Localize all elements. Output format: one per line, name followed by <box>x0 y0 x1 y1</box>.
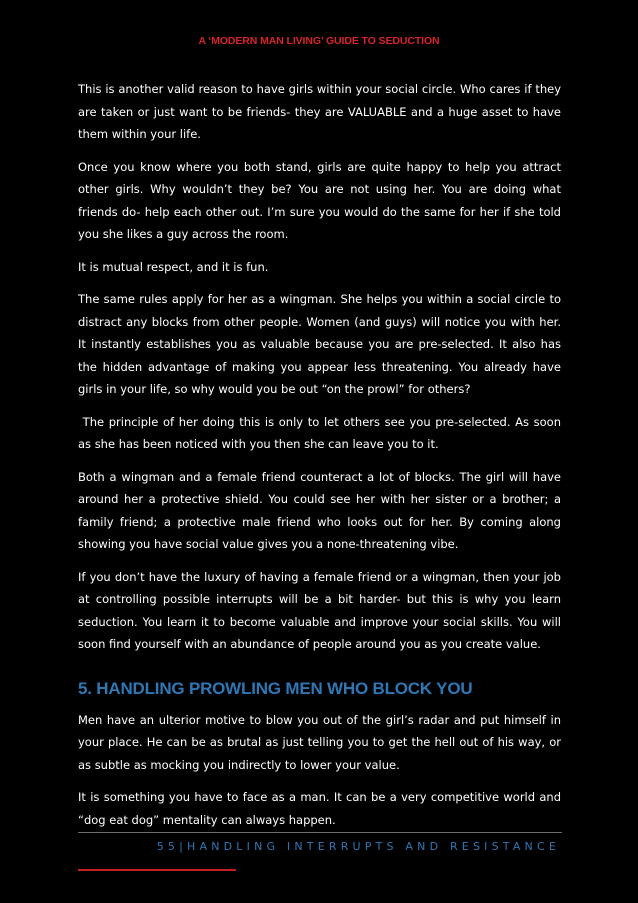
paragraph: The principle of her doing this is only to let others see you pre-selected. As soon as she has been noticed with you then she can leave you to it. <box>78 414 565 451</box>
page-footer <box>157 840 560 853</box>
body-text <box>78 78 565 841</box>
paragraph: Once you know where you both stand, girls are quite happy to help you attract other girls. Why wouldn’t they be? You are not using her. You are doing what friends do- help each other out. I’m sure you would do the same for her if she told you she likes a guy across the room. <box>78 159 561 241</box>
running-header: A ‘MODERN MAN LIVING’ GUIDE TO SEDUCTION <box>198 35 440 47</box>
paragraph: It is mutual respect, and it is fun. <box>78 259 269 274</box>
paragraph: If you don’t have the luxury of having a female friend or a wingman, then your job at controlling possible interrupts will be a bit harder- but this is why you learn seduction. You learn it to become valuable and improve your social skills. You will soon find yourself with an abundance of people around you as you create value. <box>78 569 561 651</box>
section-heading: 5. HANDLING PROWLING MEN WHO BLOCK YOU <box>78 678 473 698</box>
page-number: 55 <box>156 840 180 853</box>
paragraph: Men have an ulterior motive to blow you out of the girl’s radar and put himself in your place. He can be as brutal as just telling you to get the hell out of his way, or as subtle as mocking you indirectly to lower your value. <box>78 712 561 772</box>
chapter-title: HANDLING INTERRUPTS AND RESISTANCE <box>187 840 560 853</box>
footer-divider <box>78 832 562 833</box>
paragraph: This is another valid reason to have girls within your social circle. Who cares if they are taken or just want to be friends- they are VALUABLE and a huge asset to have them within your life. <box>78 82 561 141</box>
footer-separator: | <box>179 840 187 853</box>
paragraph: The same rules apply for her as a wingman. She helps you within a social circle to distract any blocks from other people. Women (and guys) will notice you with her. It instantly establishes you as valuable because you are pre-selected. It also has the hidden advantage of making you appear less threatening. You already have girls in your life, so why would you be out “on the prowl” for others? <box>78 292 561 396</box>
paragraph: It is something you have to face as a man. It can be a very competitive world and “dog eat dog” mentality can always happen. <box>78 790 561 827</box>
paragraph: Both a wingman and a female friend counteract a lot of blocks. The girl will have around her a protective shield. You could see her with her sister or a brother; a family friend; a protective male friend who looks out for her. By coming along showing you have social value gives you a none-threatening vibe. <box>78 469 561 551</box>
footer-accent-bar <box>78 869 236 871</box>
